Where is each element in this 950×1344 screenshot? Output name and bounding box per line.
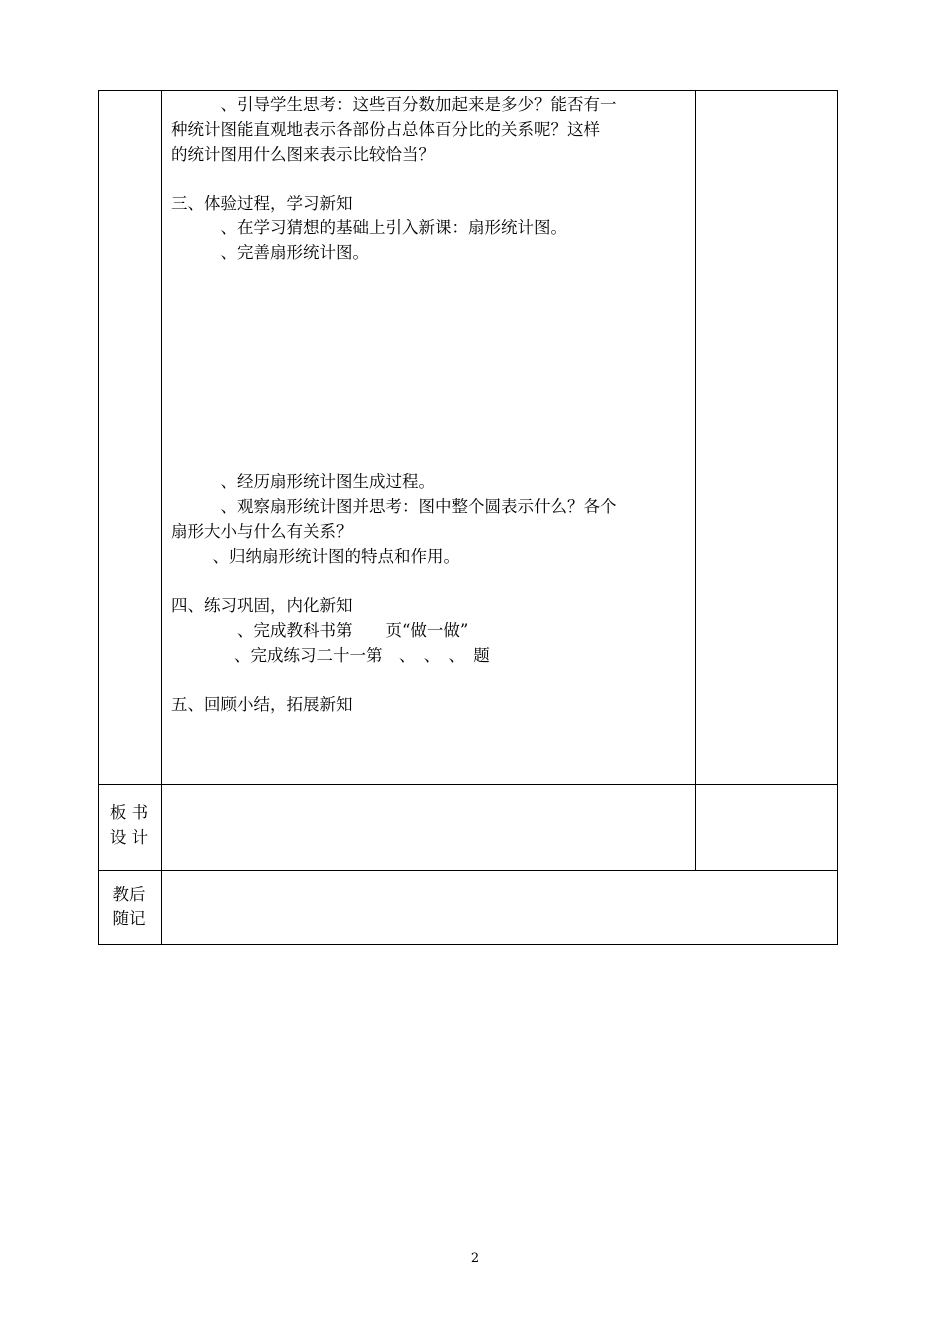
content-line: 、观察扇形统计图并思考：图中整个圆表示什么？各个 (171, 497, 617, 516)
table-bottom-border (98, 944, 838, 945)
post-notes-label-line2: 随记 (112, 909, 146, 928)
post-notes-label-line1: 教后 (112, 885, 146, 904)
row-divider-board (98, 784, 838, 785)
content-line: 、引导学生思考：这些百分数加起来是多少？能否有一 (171, 95, 617, 114)
content-line: 种统计图能直观地表示各部份占总体百分比的关系呢？这样 (171, 120, 600, 139)
content-line: 、完成练习二十一第 、 、 、 题 (168, 646, 490, 665)
table-top-border (98, 90, 838, 91)
table-right-border (837, 90, 838, 945)
section-heading: 三、体验过程，学习新知 (171, 194, 353, 213)
page-number: 2 (470, 1251, 480, 1266)
content-line: 、在学习猜想的基础上引入新课：扇形统计图。 (171, 218, 567, 237)
content-line: 、完成教科书第 页“做一做” (171, 621, 469, 640)
board-design-label-line1: 板 书 (109, 803, 149, 822)
content-line: 、归纳扇形统计图的特点和作用。 (163, 547, 460, 566)
content-line: 、完善扇形统计图。 (171, 243, 369, 262)
content-line: 扇形大小与什么有关系？ (171, 522, 353, 541)
section-heading: 四、练习巩固，内化新知 (171, 596, 353, 615)
content-line: 的统计图用什么图来表示比较恰当？ (171, 145, 435, 164)
row-divider-notes (98, 870, 838, 871)
content-line: 、经历扇形统计图生成过程。 (171, 472, 435, 491)
board-design-label-line2: 设 计 (109, 828, 149, 847)
notes-column-divider (695, 90, 696, 871)
label-column-divider (161, 90, 162, 945)
section-heading: 五、回顾小结，拓展新知 (171, 695, 353, 714)
